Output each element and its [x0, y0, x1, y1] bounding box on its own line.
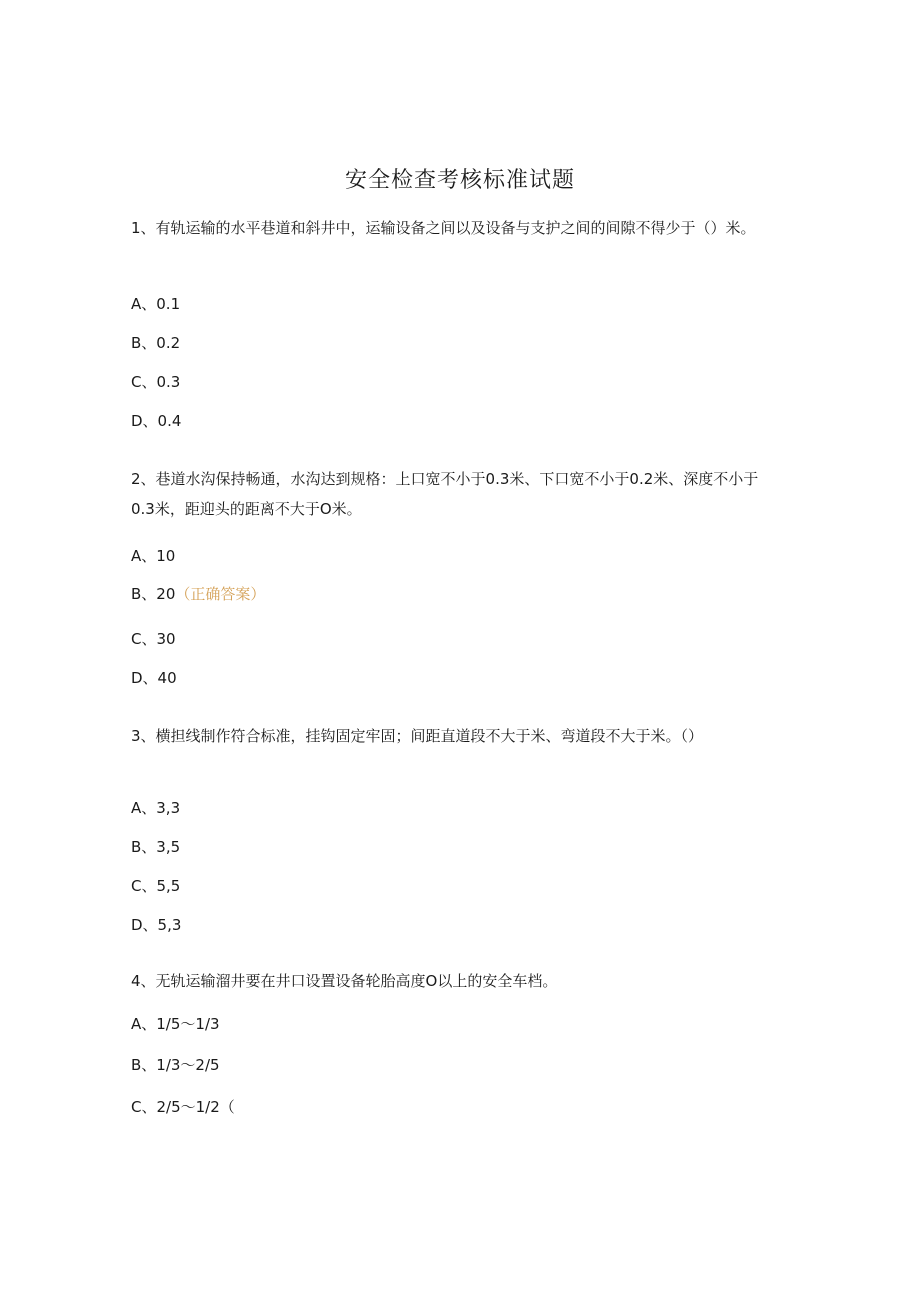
- question-3-option-a: A、3,3: [131, 799, 181, 817]
- question-3-option-c: C、5,5: [131, 877, 181, 895]
- question-3-text: 3、横担线制作符合标准，挂钩固定牢固；间距直道段不大于米、弯道段不大于米。（）: [131, 727, 704, 745]
- question-4-text: 4、无轨运输溜井要在井口设置设备轮胎高度O以上的安全车档。: [131, 972, 558, 990]
- question-2-option-d: D、40: [131, 669, 177, 687]
- question-1-option-c: C、0.3: [131, 373, 181, 391]
- question-1-option-a: A、0.1: [131, 295, 181, 313]
- question-3-option-b: B、3,5: [131, 838, 181, 856]
- question-1-option-b: B、0.2: [131, 334, 181, 352]
- question-2-option-a: A、10: [131, 547, 176, 565]
- question-4-option-b: B、1/3～2/5: [131, 1056, 220, 1074]
- question-1-text: 1、有轨运输的水平巷道和斜井中，运输设备之间以及设备与支护之间的间隙不得少于（）米。: [131, 219, 756, 237]
- question-2-text: 2、巷道水沟保持畅通，水沟达到规格：上口宽不小于0.3米、下口宽不小于0.2米、深度不小于0.3米，距迎头的距离不大于O米。: [131, 470, 759, 518]
- question-4-option-a: A、1/5～1/3: [131, 1015, 220, 1033]
- correct-answer-note: （正确答案）: [175, 585, 266, 603]
- question-2-option-c: C、30: [131, 630, 176, 648]
- question-1-option-d: D、0.4: [131, 412, 182, 430]
- document-title: 安全检查考核标准试题: [344, 168, 575, 193]
- question-2-option-b-row: [131, 583, 265, 605]
- question-3-option-d: D、5,3: [131, 916, 182, 934]
- question-4-option-c: C、2/5～1/2（: [131, 1098, 235, 1116]
- question-2-option-b: B、20: [131, 585, 176, 603]
